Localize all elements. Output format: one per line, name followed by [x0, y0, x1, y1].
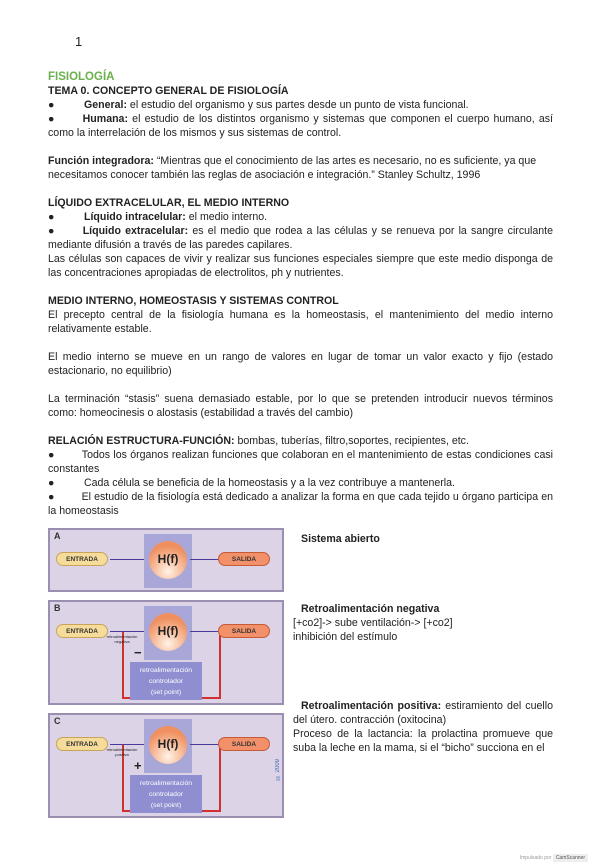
- controller-line: (set point): [150, 802, 182, 809]
- panel-label: C: [54, 716, 61, 726]
- definition: bombas, tuberías, filtro,soportes, recipientes, etc.: [234, 435, 469, 447]
- definition: el estudio de los distintos organismo y sistemas que componen el cuerpo humano, así como la interrelación de los mismos y sus sistemas de control.: [48, 113, 553, 139]
- list-item: ● Todos los órganos realizan funciones que colaboran en el mantenimiento de estas condiciones casi constantes: [48, 449, 553, 475]
- bullet-text: Todos los órganos realizan funciones que colaboran en el mantenimiento de estas condiciones casi constantes: [48, 449, 553, 475]
- input-pill: ENTRADA: [56, 624, 108, 638]
- input-pill: ENTRADA: [56, 737, 108, 751]
- note-title: Sistema abierto: [301, 533, 380, 545]
- output-pill: SALIDA: [218, 624, 270, 638]
- list-item: ● Humana: el estudio de los distintos organismo y sistemas que componen el cuerpo humano, así como la interrelación de los mismos y sus sistemas de control.: [48, 113, 553, 139]
- paragraph: [48, 154, 553, 182]
- definition: el estudio del organismo y sus partes desde un punto de vista funcional.: [126, 99, 469, 111]
- term: Líquido extracelular:: [82, 225, 189, 237]
- list-item: ● Líquido extracelular: es el medio que rodea a las células y se renueva por la sangre circulante mediante difusión a través de las paredes capilares.: [48, 225, 553, 251]
- arrow: [110, 559, 146, 560]
- bullet-text: Cada célula se beneficia de la homeostasis y a la vez contribuye a mantenerla.: [84, 477, 455, 489]
- note-title: Retroalimentación negativa: [301, 603, 440, 615]
- function-circle: H(f): [149, 541, 187, 579]
- term: RELACIÓN ESTRUCTURA-FUNCIÓN:: [48, 435, 235, 447]
- doc-title: FISIOLOGÍA: [48, 71, 115, 83]
- term: Función integradora:: [48, 155, 154, 167]
- controller-box: [130, 662, 202, 700]
- watermark-label: Impulsado por: [519, 855, 552, 861]
- side-note-positive: [293, 699, 553, 755]
- feedback-label: retroalimentación positiva: [106, 747, 138, 757]
- controller-box: [130, 775, 202, 813]
- watermark-brand: CamScanner: [553, 854, 588, 862]
- side-note-open: [293, 532, 553, 546]
- paragraph: [48, 434, 553, 448]
- list-item: ● General: el estudio del organismo y sus partes desde un punto de vista funcional.: [48, 99, 469, 111]
- bullet-text: El estudio de la fisiología está dedicado a analizar la forma en que cada tejido u órgano participa en la homeostasis: [48, 491, 553, 517]
- term: Líquido intracelular:: [84, 211, 186, 223]
- definition: el medio interno.: [185, 211, 268, 223]
- controller-line: controlador: [148, 791, 183, 798]
- panel-b: [48, 600, 284, 705]
- arrow: [110, 631, 146, 632]
- arrow: [110, 744, 146, 745]
- note-line: inhibición del estímulo: [293, 631, 398, 643]
- side-note-negative: [293, 602, 553, 644]
- section-heading: MEDIO INTERNO, HOMEOSTASIS Y SISTEMAS CONTROL: [48, 295, 339, 307]
- note-line: [+co2]-> sube ventilación-> [+co2]: [293, 617, 453, 629]
- paragraph: El precepto central de la fisiología humana es la homeostasis, el mantenimiento del medio interno relativamente estable.: [48, 309, 553, 335]
- note-text: estiramiento del cuello del útero. contracción (oxitocina): [293, 700, 553, 726]
- page-number: 1: [75, 34, 83, 49]
- paragraph: Las células son capaces de vivir y realizar sus funciones especiales siempre que este medio disponga de las concentraciones apropiadas de electrolitos, ph y nutrientes.: [48, 253, 553, 279]
- controller-line: (set point): [150, 689, 182, 696]
- input-pill: ENTRADA: [56, 552, 108, 566]
- list-item: ● El estudio de la fisiología está dedicado a analizar la forma en que cada tejido u órgano participa en la homeostasis: [48, 491, 553, 517]
- controller-line: controlador: [148, 678, 183, 685]
- minus-sign: −: [134, 645, 142, 660]
- output-pill: SALIDA: [218, 737, 270, 751]
- note-title: Retroalimentación positiva:: [301, 700, 442, 712]
- list-item: ● Cada célula se beneficia de la homeostasis y a la vez contribuye a mantenerla.: [48, 477, 455, 489]
- panel-label: A: [54, 531, 61, 541]
- paragraph: El medio interno se mueve en un rango de valores en lugar de tomar un valor exacto y fijo (estado estacionario, no equilibrio): [48, 351, 553, 377]
- panel-label: B: [54, 603, 61, 613]
- function-circle: H(f): [149, 613, 187, 651]
- section-heading: LÍQUIDO EXTRACELULAR, EL MEDIO INTERNO: [48, 197, 290, 209]
- figure-section: [48, 528, 553, 838]
- feedback-label: retroalimentación negativa: [106, 634, 138, 644]
- panel-a: [48, 528, 284, 592]
- term: Humana:: [82, 113, 128, 125]
- copyright: © 2009: [275, 759, 281, 781]
- document-body: [48, 70, 553, 518]
- paragraph: La terminación “stasis” suena demasiado estable, por lo que se pretenden introducir nuevos términos como: homeocinesis o alostasis (estabilidad a través del cambio): [48, 393, 553, 419]
- output-pill: SALIDA: [218, 552, 270, 566]
- scanner-watermark: [520, 854, 588, 862]
- feedback-figure: [48, 528, 284, 826]
- controller-line: retroalimentación: [139, 780, 193, 787]
- controller-line: retroalimentación: [139, 667, 193, 674]
- quote: “Mientras que el conocimiento de las artes es necesario, no es suficiente, ya que necesitamos conocer también las reglas de asociación e integración.” Stanley Schultz, 1996: [48, 155, 537, 181]
- plus-sign: +: [134, 758, 142, 773]
- topic-heading: TEMA 0. CONCEPTO GENERAL DE FISIOLOGÍA: [48, 85, 289, 97]
- panel-c: [48, 713, 284, 818]
- definition: es el medio que rodea a las células y se renueva por la sangre circulante mediante difusión a través de las paredes capilares.: [48, 225, 553, 251]
- term: General:: [84, 99, 127, 111]
- note-text: Proceso de la lactancia: la prolactina promueve que suba la leche en la mama, si el “bicho” succiona en el: [293, 728, 553, 754]
- function-circle: H(f): [149, 726, 187, 764]
- list-item: ● Líquido intracelular: el medio interno.: [48, 211, 268, 223]
